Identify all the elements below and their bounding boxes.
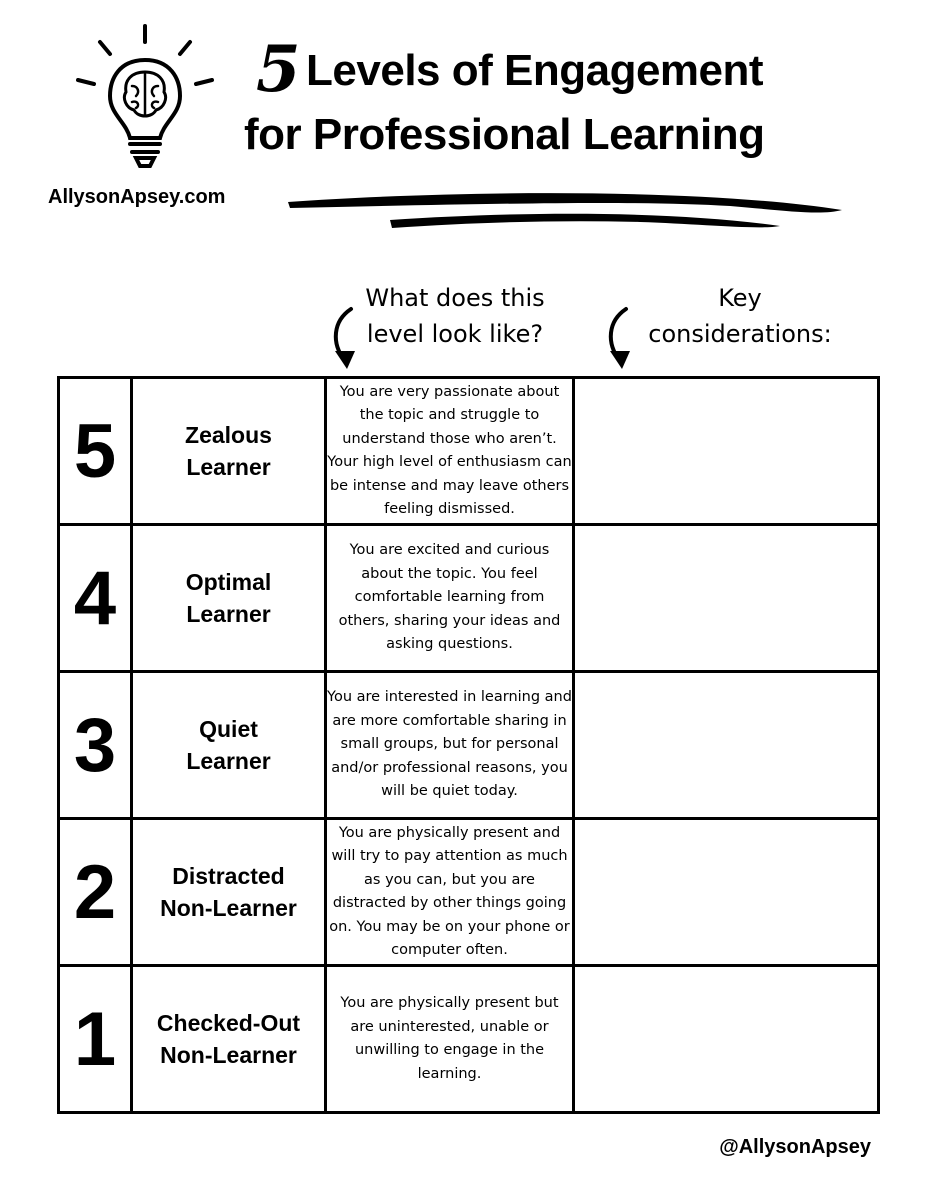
level-name-line-2: Learner bbox=[186, 601, 271, 627]
level-description: You are physically present and will try to pay attention as much as you can, but you are distracted by other things going on. You may be on your phone or computer often. bbox=[326, 819, 574, 966]
level-number: 5 bbox=[59, 378, 132, 525]
level-number: 1 bbox=[59, 966, 132, 1113]
level-name bbox=[132, 966, 326, 1113]
level-name bbox=[132, 525, 326, 672]
level-description: You are very passionate about the topic and struggle to understand those who aren’t. Your high level of enthusiasm can be intense and may leave others feeling dismissed. bbox=[326, 378, 574, 525]
level-name-line-1: Zealous bbox=[185, 422, 272, 448]
level-number: 3 bbox=[59, 672, 132, 819]
column-hint-look-like bbox=[355, 280, 555, 352]
level-name-line-2: Non-Learner bbox=[160, 1042, 297, 1068]
column-hint-key-considerations bbox=[640, 280, 840, 352]
title-line-1-text: Levels of Engagement bbox=[306, 46, 764, 95]
title-line-1 bbox=[244, 32, 904, 107]
title-number: 5 bbox=[256, 32, 301, 107]
levels-table bbox=[57, 376, 880, 1114]
curved-arrow-icon bbox=[600, 305, 640, 375]
key-considerations-cell[interactable] bbox=[574, 672, 879, 819]
key-considerations-cell[interactable] bbox=[574, 525, 879, 672]
level-description: You are physically present but are uninterested, unable or unwilling to engage in the learning. bbox=[326, 966, 574, 1113]
table-row bbox=[59, 672, 879, 819]
site-url: AllysonApsey.com bbox=[48, 186, 226, 208]
lightbulb-brain-icon bbox=[70, 22, 220, 182]
curved-arrow-icon bbox=[325, 305, 365, 375]
brush-underline bbox=[280, 180, 850, 240]
level-description: You are excited and curious about the topic. You feel comfortable learning from others, sharing your ideas and asking questions. bbox=[326, 525, 574, 672]
level-name-line-1: Distracted bbox=[172, 863, 285, 889]
level-name-line-1: Checked-Out bbox=[156, 1010, 301, 1036]
key-considerations-cell[interactable] bbox=[574, 819, 879, 966]
key-considerations-cell[interactable] bbox=[574, 378, 879, 525]
level-name-line-2: Learner bbox=[186, 454, 271, 480]
level-number: 4 bbox=[59, 525, 132, 672]
title-line-2: for Professional Learning bbox=[244, 110, 765, 159]
level-description: You are interested in learning and are more comfortable sharing in small groups, but for personal and/or professional reasons, you will be quiet today. bbox=[326, 672, 574, 819]
page-title bbox=[244, 32, 904, 167]
level-name-line-2: Learner bbox=[186, 748, 271, 774]
level-name-line-1: Quiet bbox=[199, 716, 258, 742]
level-name-line-2: Non-Learner bbox=[160, 895, 297, 921]
key-considerations-cell[interactable] bbox=[574, 966, 879, 1113]
table-row bbox=[59, 525, 879, 672]
hint-look-line-1: What does this bbox=[365, 284, 545, 312]
level-name-line-1: Optimal bbox=[185, 569, 272, 595]
hint-key-line-2: considerations: bbox=[648, 320, 832, 348]
hint-key-line-1: Key bbox=[718, 284, 762, 312]
social-handle: @AllysonApsey bbox=[719, 1136, 871, 1158]
table-row bbox=[59, 966, 879, 1113]
level-name bbox=[132, 819, 326, 966]
level-name bbox=[132, 672, 326, 819]
level-name bbox=[132, 378, 326, 525]
hint-look-line-2: level look like? bbox=[366, 320, 544, 348]
table-row bbox=[59, 378, 879, 525]
table-row bbox=[59, 819, 879, 966]
level-number: 2 bbox=[59, 819, 132, 966]
